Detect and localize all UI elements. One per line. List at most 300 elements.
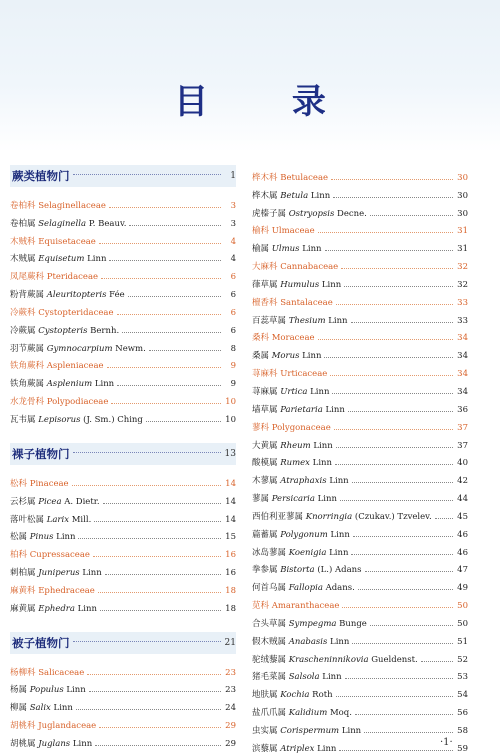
toc-genus-entry[interactable]: [10, 525, 236, 543]
author-name: Linn: [53, 532, 76, 543]
toc-genus-entry[interactable]: [10, 318, 236, 336]
page-ref: 6: [230, 290, 236, 301]
author-name: (Czukav.) Tzvelev.: [352, 511, 432, 522]
author-name: Linn: [314, 743, 337, 754]
chinese-name: 桑科: [252, 333, 270, 344]
dot-leader: [87, 674, 221, 675]
author-name: Adans.: [322, 583, 355, 594]
dot-leader: [89, 691, 221, 692]
toc-genus-entry[interactable]: [252, 540, 468, 558]
toc-genus-entry[interactable]: [252, 468, 468, 486]
toc-genus-entry[interactable]: [252, 575, 468, 593]
dot-leader: [146, 421, 221, 422]
entry-name: [10, 701, 73, 713]
toc-family-entry[interactable]: [10, 578, 236, 596]
latin-genus: Kochia: [280, 690, 310, 701]
page-ref: 23: [225, 685, 236, 696]
entry-name: [252, 403, 345, 415]
dot-leader: [435, 518, 453, 519]
toc-family-entry[interactable]: [252, 219, 468, 237]
chinese-name: 麻黄属: [10, 603, 36, 614]
dot-leader: [336, 304, 453, 305]
chinese-name: 冷蕨属: [10, 325, 36, 336]
toc-genus-entry[interactable]: [252, 433, 468, 451]
author-name: Linn: [79, 568, 102, 579]
toc-section-heading[interactable]: [10, 632, 236, 654]
latin-genus: Selaginella: [38, 218, 87, 229]
toc-column-right: [252, 165, 468, 754]
toc-genus-entry[interactable]: [252, 308, 468, 326]
dot-leader: [78, 538, 221, 539]
toc-genus-entry[interactable]: [252, 343, 468, 361]
author-name: Linn: [314, 494, 337, 505]
dot-leader: [318, 339, 453, 340]
dot-leader: [333, 197, 453, 198]
toc-genus-entry[interactable]: [252, 611, 468, 629]
page-ref: 36: [457, 404, 468, 415]
entry-name: [252, 314, 348, 326]
toc-genus-entry[interactable]: [10, 247, 236, 265]
dot-leader: [342, 607, 453, 608]
toc-genus-entry[interactable]: [10, 507, 236, 525]
latin-genus: Rumex: [280, 458, 310, 469]
entry-name: [252, 224, 315, 236]
toc-family-entry[interactable]: [252, 290, 468, 308]
author-name: Linn: [319, 672, 342, 683]
entry-name: [252, 492, 337, 504]
latin-genus: Juglans: [38, 738, 71, 749]
page-ref: 33: [457, 297, 468, 308]
dot-leader: [344, 286, 453, 287]
toc-family-entry[interactable]: [10, 229, 236, 247]
author-name: Linn: [326, 476, 349, 487]
entry-name: [10, 235, 96, 247]
author-name: Decne.: [334, 208, 367, 219]
latin-genus: Persicaria: [271, 494, 315, 505]
author-name: Linn: [326, 547, 349, 558]
dot-leader: [348, 411, 453, 412]
dot-leader: [100, 610, 221, 611]
toc-genus-entry[interactable]: [252, 718, 468, 736]
latin-genus: Knorringia: [305, 511, 353, 522]
page-ref: 30: [457, 190, 468, 201]
entry-name: [10, 270, 98, 282]
page-ref: 10: [225, 414, 236, 425]
author-name: Roth: [309, 690, 333, 701]
chinese-name: 铁角蕨属: [10, 379, 45, 390]
chinese-name: 榆属: [252, 244, 270, 255]
chinese-name: 木贼属: [10, 254, 36, 265]
page-ref: 34: [457, 386, 468, 397]
dot-leader: [93, 556, 221, 557]
dot-leader: [334, 429, 453, 430]
latin-genus: Parietaria: [280, 404, 323, 415]
toc-genus-entry[interactable]: [252, 272, 468, 290]
dot-leader: [72, 485, 221, 486]
page-ref: 30: [457, 172, 468, 183]
dot-leader: [73, 174, 222, 175]
page-ref: 9: [230, 379, 236, 390]
page-ref: 46: [457, 529, 468, 540]
page-ref: 6: [230, 272, 236, 283]
chinese-name: 墙草属: [252, 404, 278, 415]
latin-genus: Atriplex: [280, 743, 315, 754]
chinese-name: 水龙骨科: [10, 397, 45, 408]
entry-name: [252, 706, 352, 718]
page-ref: 52: [457, 654, 468, 665]
dot-leader: [351, 554, 453, 555]
page-ref: 9: [230, 361, 236, 372]
latin-name: Ulmaceae: [271, 226, 315, 237]
toc-genus-entry[interactable]: [252, 504, 468, 522]
entry-name: [252, 724, 361, 736]
page-ref: 32: [457, 279, 468, 290]
toc-genus-entry[interactable]: [10, 731, 236, 749]
latin-name: Cupressaceae: [29, 550, 90, 561]
entry-name: [252, 421, 331, 433]
toc-genus-entry[interactable]: [252, 629, 468, 647]
chinese-name: 蓼科: [252, 422, 270, 433]
toc-genus-entry[interactable]: [252, 379, 468, 397]
entry-name: [10, 252, 106, 264]
entry-name: [10, 602, 97, 614]
dot-leader: [107, 367, 221, 368]
dot-leader: [117, 314, 222, 315]
dot-leader: [99, 243, 221, 244]
dot-leader: [129, 225, 221, 226]
latin-name: Betulaceae: [280, 172, 329, 183]
entry-name: [10, 530, 75, 542]
toc-genus-entry[interactable]: [10, 695, 236, 713]
latin-genus: Lepisorus: [38, 414, 81, 425]
latin-name: Aspleniaceae: [46, 361, 104, 372]
entry-name: [252, 367, 327, 379]
latin-name: Pteridaceae: [46, 272, 99, 283]
toc-genus-entry[interactable]: [252, 665, 468, 683]
chinese-name: 盐爪爪属: [252, 708, 287, 719]
toc-family-entry[interactable]: [10, 354, 236, 372]
toc-genus-entry[interactable]: [10, 336, 236, 354]
toc-genus-entry[interactable]: [252, 486, 468, 504]
chinese-name: 胡桃科: [10, 721, 36, 732]
latin-genus: Urtica: [280, 386, 308, 397]
author-name: Linn: [322, 404, 345, 415]
chinese-name: 冷蕨科: [10, 307, 36, 318]
author-name: Linn: [325, 315, 348, 326]
section-spacer: [10, 425, 236, 443]
dot-leader: [109, 260, 221, 261]
latin-name: Cystopteridaceae: [38, 307, 114, 318]
toc-family-entry[interactable]: [252, 361, 468, 379]
entry-name: [252, 528, 350, 540]
dot-leader: [365, 571, 453, 572]
entry-name: [252, 635, 349, 647]
entry-name: [252, 385, 329, 397]
dot-leader: [105, 574, 221, 575]
chinese-name: 麻黄科: [10, 585, 36, 596]
dot-leader: [336, 447, 453, 448]
dot-leader: [353, 536, 453, 537]
toc-genus-entry[interactable]: [252, 451, 468, 469]
entry-name: [10, 719, 96, 731]
chinese-name: 驼绒藜属: [252, 654, 287, 665]
latin-name: Equisetaceae: [38, 236, 96, 247]
entry-name: [10, 737, 92, 749]
entry-name: [252, 171, 328, 183]
dot-leader: [117, 385, 221, 386]
chinese-name: 大黄属: [252, 440, 278, 451]
entry-name: [10, 199, 106, 211]
latin-genus: Ostryopsis: [288, 208, 335, 219]
latin-genus: Cystopteris: [38, 325, 88, 336]
latin-genus: Atraphaxis: [280, 476, 327, 487]
latin-genus: Kalidium: [288, 708, 328, 719]
dot-leader: [324, 357, 453, 358]
author-name: Linn: [92, 379, 115, 390]
page-title: 目 录: [174, 82, 362, 122]
entry-name: [252, 296, 333, 308]
toc-family-entry[interactable]: [10, 660, 236, 678]
toc-genus-entry[interactable]: [252, 522, 468, 540]
toc-genus-entry[interactable]: [10, 596, 236, 614]
entry-name: [252, 207, 367, 219]
toc-family-entry[interactable]: [252, 415, 468, 433]
latin-genus: Juniperus: [38, 568, 80, 579]
chinese-name: 杨柳科: [10, 667, 36, 678]
entry-name: [10, 495, 100, 507]
chinese-name: 荨麻科: [252, 369, 278, 380]
chinese-name: 粉背蕨属: [10, 290, 45, 301]
entry-name: [10, 324, 119, 336]
latin-genus: Betula: [280, 190, 309, 201]
entry-name: [10, 217, 126, 229]
toc-section-heading[interactable]: [10, 165, 236, 187]
latin-genus: Equisetum: [38, 254, 85, 265]
toc-family-entry[interactable]: [10, 300, 236, 318]
latin-genus: Larix: [46, 514, 70, 525]
page-ref: 37: [457, 422, 468, 433]
chinese-name: 杨属: [10, 685, 28, 696]
chinese-name: 木贼科: [10, 236, 36, 247]
toc-family-entry[interactable]: [10, 389, 236, 407]
author-name: Gueldenst.: [368, 654, 418, 665]
latin-genus: Humulus: [280, 279, 320, 290]
toc-section-heading[interactable]: [10, 443, 236, 465]
toc-genus-entry[interactable]: [10, 489, 236, 507]
dot-leader: [351, 322, 453, 323]
page-ref: 50: [457, 601, 468, 612]
author-name: (L.) Adans: [314, 565, 362, 576]
dot-leader: [336, 696, 453, 697]
toc-genus-entry[interactable]: [10, 678, 236, 696]
toc-genus-entry[interactable]: [252, 397, 468, 415]
toc-genus-entry[interactable]: [252, 183, 468, 201]
toc-family-entry[interactable]: [252, 326, 468, 344]
page-ref: 10: [225, 397, 236, 408]
latin-name: Pinaceae: [29, 478, 69, 489]
dot-leader: [95, 745, 221, 746]
entry-name: [252, 653, 418, 665]
entry-name: [10, 288, 125, 300]
toc-family-entry[interactable]: [252, 593, 468, 611]
toc-genus-entry[interactable]: [252, 558, 468, 576]
latin-genus: Picea: [38, 496, 62, 507]
dot-leader: [341, 268, 453, 269]
latin-genus: Thesium: [288, 315, 326, 326]
entry-name: [252, 546, 348, 558]
latin-name: Juglandaceae: [38, 721, 97, 732]
section-title: 裸子植物门: [12, 446, 70, 461]
page-ref: 16: [225, 568, 236, 579]
entry-name: [252, 439, 333, 451]
dot-leader: [128, 296, 221, 297]
page-number: ·1·: [440, 737, 453, 748]
dot-leader: [111, 403, 221, 404]
author-name: Moq.: [327, 708, 352, 719]
chinese-name: 胡桃属: [10, 738, 36, 749]
latin-genus: Krascheninnikovia: [288, 654, 369, 665]
author-name: Linn: [308, 190, 331, 201]
entry-name: [10, 413, 143, 425]
chinese-name: 卷柏科: [10, 200, 36, 211]
toc-genus-entry[interactable]: [252, 236, 468, 254]
toc-family-entry[interactable]: [10, 713, 236, 731]
entry-name: [252, 599, 339, 611]
entry-name: [252, 563, 362, 575]
chinese-name: 柳属: [10, 703, 28, 714]
entry-name: [10, 342, 146, 354]
section-spacer: [10, 614, 236, 632]
entry-name: [10, 306, 114, 318]
chinese-name: 冰岛蓼属: [252, 547, 287, 558]
dot-leader: [352, 482, 453, 483]
author-name: Newm.: [112, 343, 146, 354]
toc-family-entry[interactable]: [10, 471, 236, 489]
chinese-name: 拳参属: [252, 565, 278, 576]
author-name: P. Beauv.: [86, 218, 127, 229]
latin-genus: Asplenium: [46, 379, 93, 390]
toc-genus-entry[interactable]: [252, 201, 468, 219]
entry-name: [10, 683, 86, 695]
page-ref: 34: [457, 333, 468, 344]
toc-genus-entry[interactable]: [10, 371, 236, 389]
page-ref: 37: [457, 440, 468, 451]
chinese-name: 桦木属: [252, 190, 278, 201]
section-title: 被子植物门: [12, 635, 70, 650]
page-ref: 42: [457, 476, 468, 487]
toc-family-entry[interactable]: [252, 165, 468, 183]
chinese-name: 檀香科: [252, 297, 278, 308]
latin-genus: Pinus: [29, 532, 54, 543]
dot-leader: [109, 207, 221, 208]
author-name: A. Dietr.: [61, 496, 100, 507]
entry-name: [10, 395, 108, 407]
dot-leader: [339, 750, 453, 751]
toc-family-entry[interactable]: [10, 542, 236, 560]
dot-leader: [325, 250, 453, 251]
author-name: Linn: [84, 254, 107, 265]
page-ref: 14: [225, 496, 236, 507]
latin-genus: Aleuritopteris: [46, 290, 107, 301]
chinese-name: 蓼属: [252, 494, 270, 505]
dot-leader: [335, 464, 453, 465]
dot-leader: [101, 278, 221, 279]
page-ref: 14: [225, 514, 236, 525]
author-name: Linn: [327, 529, 350, 540]
toc-genus-entry[interactable]: [252, 682, 468, 700]
toc-genus-entry[interactable]: [252, 736, 468, 754]
author-name: Linn: [309, 458, 332, 469]
toc-genus-entry[interactable]: [10, 560, 236, 578]
latin-genus: Fallopia: [288, 583, 323, 594]
chinese-name: 何首乌属: [252, 583, 287, 594]
entry-name: [10, 477, 69, 489]
latin-genus: Salsola: [288, 672, 320, 683]
entry-name: [10, 513, 91, 525]
entry-name: [252, 242, 322, 254]
section-title: 蕨类植物门: [12, 169, 70, 183]
page-ref: 8: [230, 343, 236, 354]
entry-name: [252, 260, 338, 272]
toc-genus-entry[interactable]: [10, 211, 236, 229]
page-ref: 18: [225, 585, 236, 596]
page-ref: 13: [224, 448, 236, 459]
dot-leader: [76, 709, 221, 710]
page-ref: 4: [230, 254, 236, 265]
chinese-name: 木蓼属: [252, 476, 278, 487]
entry-name: [10, 548, 90, 560]
author-name: Linn: [319, 279, 342, 290]
toc-genus-entry[interactable]: [10, 407, 236, 425]
author-name: (J. Sm.) Ching: [80, 414, 143, 425]
latin-name: Amaranthaceae: [271, 601, 340, 612]
toc-genus-entry[interactable]: [10, 282, 236, 300]
page-ref: 34: [457, 369, 468, 380]
chinese-name: 柏科: [10, 550, 28, 561]
page-ref: 50: [457, 618, 468, 629]
toc-genus-entry[interactable]: [252, 647, 468, 665]
latin-genus: Ulmus: [271, 244, 300, 255]
author-name: Linn: [307, 386, 330, 397]
entry-name: [252, 331, 315, 343]
dot-leader: [73, 452, 222, 453]
toc-genus-entry[interactable]: [252, 700, 468, 718]
latin-genus: Populus: [29, 685, 64, 696]
entry-name: [252, 688, 333, 700]
chinese-name: 卷柏属: [10, 218, 36, 229]
toc-family-entry[interactable]: [10, 193, 236, 211]
chinese-name: 落叶松属: [10, 514, 45, 525]
toc-family-entry[interactable]: [10, 264, 236, 282]
dot-leader: [364, 732, 453, 733]
author-name: Linn: [63, 685, 86, 696]
latin-name: Polygonaceae: [271, 422, 331, 433]
dot-leader: [331, 179, 453, 180]
page-ref: 54: [457, 690, 468, 701]
page-ref: 18: [225, 603, 236, 614]
toc-family-entry[interactable]: [252, 254, 468, 272]
dot-leader: [103, 503, 221, 504]
latin-name: Urticaceae: [280, 369, 328, 380]
latin-name: Polypodiaceae: [46, 397, 109, 408]
page-ref: 34: [457, 351, 468, 362]
page-ref: 4: [230, 236, 236, 247]
author-name: Linn: [339, 726, 362, 736]
page-ref: 49: [457, 583, 468, 594]
dot-leader: [370, 215, 453, 216]
author-name: Linn: [327, 636, 350, 647]
chinese-name: 桑属: [252, 351, 270, 362]
